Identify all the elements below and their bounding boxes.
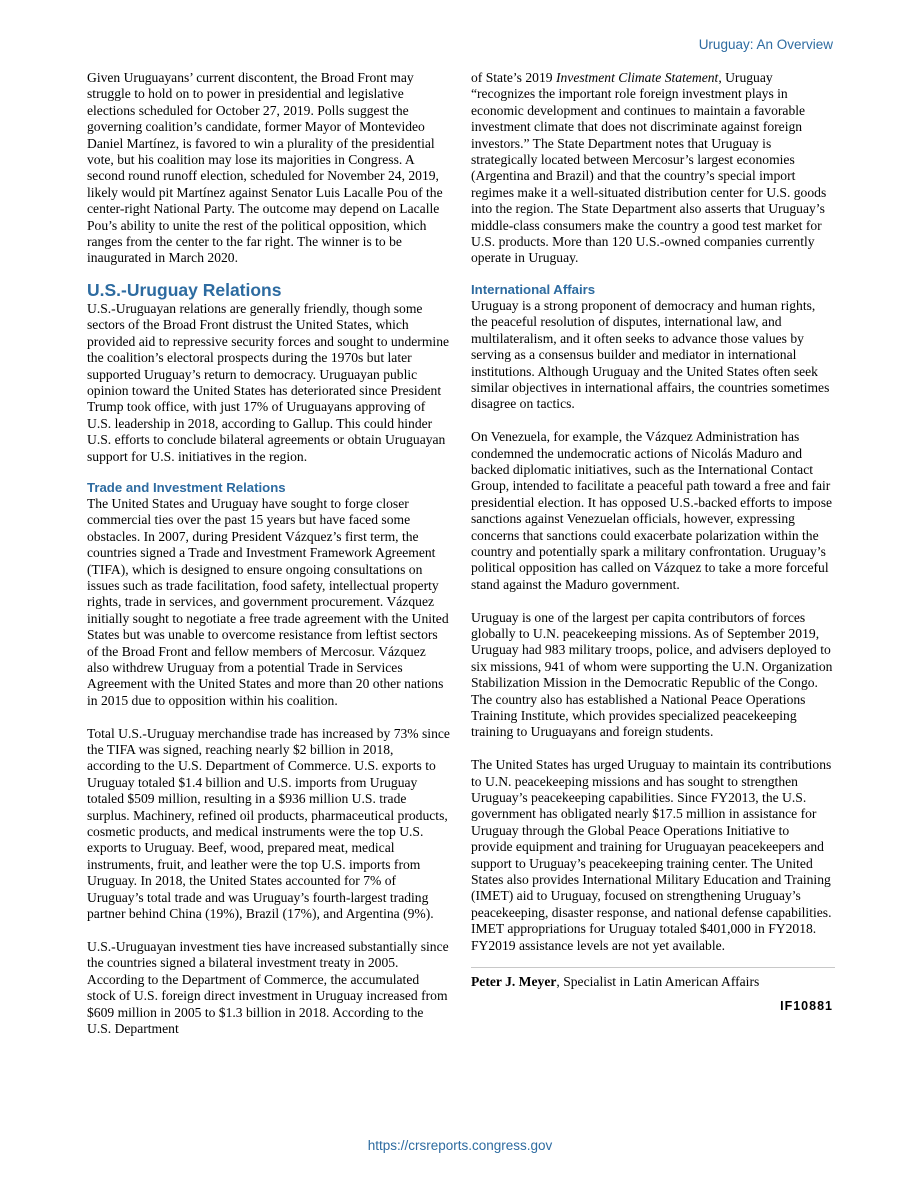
- trade-paragraph-2: Total U.S.-Uruguay merchandise trade has increased by 73% since the TIFA was signed, reaching nearly $2 billion in 2018, according to the U.S. Department of Commerce. U.S. exports to Uruguay totaled $1.4 billion and U.S. imports from Uruguay totaled $509 million, resulting in a $936 million U.S. trade surplus. Machinery, refined oil products, pharmaceutical products, cosmetic products, and medical instruments were the top U.S. exports to Uruguay. Beef, wood, prepared meat, medical instruments, fruit, and leather were the top U.S. imports from Uruguay. In 2018, the United States accounted for 7% of Uruguay’s total trade and was Uruguay’s fourth-largest trading partner behind China (19%), Brazil (17%), and Argentina (9%).: [87, 725, 450, 922]
- investment-continued-text: , Uruguay “recognizes the important role foreign investment plays in economic development and continues to maintain a favorable investment climate that does not discriminate against foreign investors.” The State Department notes that Uruguay is strategically located between Mercosur’s largest economies (Argentina and Brazil) and that the country’s special import regimes make it a well-situated distribution center for U.S. goods into the region. The State Department also asserts that Uruguay’s middle-class consumers make the country a good test market for U.S. products. More than 120 U.S.-owned companies currently operate in Uruguay.: [471, 70, 827, 266]
- relations-paragraph: U.S.-Uruguayan relations are generally friendly, though some sectors of the Broad Front distrust the United States, which provided aid to repressive security forces and sought to undermine the coalition’s electoral prospects during the 1970s but later supported Uruguay’s return to democracy. Uruguayan public opinion toward the United States has deteriorated since President Trump took office, with just 17% of Uruguayans approving of U.S. leadership in 2018, according to Gallup. This could hinder U.S. efforts to conclude bilateral agreements or obtain Uruguayan support for U.S. initiatives in the region.: [87, 300, 450, 464]
- author-line: [471, 974, 833, 990]
- investment-climate-paragraph: [471, 70, 833, 267]
- running-header-title: Uruguay: An Overview: [698, 37, 833, 52]
- right-column: [471, 70, 833, 1013]
- subsection-heading-international: International Affairs: [471, 281, 596, 297]
- footer-url-link[interactable]: https://crsreports.congress.gov: [367, 1138, 553, 1153]
- investment-climate-title: Investment Climate Statement: [555, 70, 719, 85]
- investment-continued-prefix: of State’s 2019: [471, 70, 556, 85]
- international-paragraph-3: Uruguay is one of the largest per capita contributors of forces globally to U.N. peacekeeping missions. As of September 2019, Uruguay had 983 military troops, police, and advisers deployed to six missions, 941 of whom were supporting the U.N. Organization Stabilization Mission in the Democratic Republic of the Congo. The country also has established a National Peace Operations Training Institute, which provides specialized peacekeeping training to Uruguayans and foreign students.: [471, 609, 833, 740]
- international-paragraph-2: On Venezuela, for example, the Vázquez Administration has condemned the undemocratic actions of Nicolás Maduro and backed diplomatic initiatives, such as the International Contact Group, intended to facilitate a peaceful path toward a free and fair presidential election. It has opposed U.S.-backed efforts to impose sanctions against Venezuelan officials, however, expressing concerns that sanctions could exacerbate polarization within the country and potentially spark a military confrontation. Uruguay’s political opposition has called on Vázquez to take a more forceful stand against the Maduro government.: [471, 429, 833, 592]
- trade-paragraph-3: U.S.-Uruguayan investment ties have increased substantially since the countries signed a bilateral investment treaty in 2005. According to the Department of Commerce, the accumulated stock of U.S. foreign direct investment in Uruguay increased from $609 million in 2005 to $1.3 billion in 2018. According to the U.S. Department: [87, 938, 449, 1036]
- section-heading-relations: U.S.-Uruguay Relations: [87, 279, 282, 300]
- international-paragraph-1: Uruguay is a strong proponent of democracy and human rights, the peaceful resolution of disputes, international law, and multilateralism, and it often seeks to advance those values by serving as a consensus builder and mediator in international institutions. Although Uruguay and the United States often seek similar objectives in international affairs, the countries sometimes disagree on tactics.: [471, 297, 830, 412]
- left-column: [87, 70, 450, 1037]
- author-name: Peter J. Meyer: [471, 974, 557, 990]
- subsection-heading-trade: Trade and Investment Relations: [87, 479, 286, 495]
- report-code: IF10881: [780, 999, 833, 1014]
- author-title: , Specialist in Latin American Affairs: [556, 974, 760, 990]
- election-paragraph: Given Uruguayans’ current discontent, the Broad Front may struggle to hold on to power in presidential and legislative elections scheduled for October 27, 2019. Polls suggest the governing coalition’s candidate, former Mayor of Montevideo Daniel Martínez, is favored to win a plurality of the presidential vote, but his coalition may lose its majorities in Congress. A second round runoff election, scheduled for November 24, 2019, likely would pit Martínez against Senator Luis Lacalle Pou of the center-right National Party. The outcome may depend on Lacalle Pou’s ability to unite the rest of the political opposition, which ranges from the center to the far right. The winner is to be inaugurated in March 2020.: [87, 70, 443, 266]
- international-paragraph-4: The United States has urged Uruguay to maintain its contributions to U.N. peacekeeping missions and has sought to strengthen Uruguay’s peacekeeping capabilities. Since FY2013, the U.S. government has obligated nearly $17.5 million in assistance for Uruguay through the Global Peace Operations Initiative to provide equipment and training for Uruguayan peacekeepers and support to Uruguay’s peacekeeping training center. The United States also provides International Military Education and Training (IMET) aid to Uruguay, focused on strengthening Uruguay’s peacekeeping, disaster response, and national defense capabilities. IMET appropriations for Uruguay totaled $401,000 in FY2018. FY2019 assistance levels are not yet available.: [471, 757, 832, 953]
- trade-paragraph-1: The United States and Uruguay have sought to forge closer commercial ties over the past 15 years but have faced some obstacles. In 2007, during President Vázquez’s first term, the countries signed a Trade and Investment Framework Agreement (TIFA), which is designed to ensure ongoing consultations on issues such as trade facilitation, food safety, intellectual property rights, trade in services, and government procurement. Vázquez initially sought to negotiate a free trade agreement with the United States but was unable to overcome resistance from leftist sectors of the Broad Front and fellow members of Mercosur. Vázquez also withdrew Uruguay from a potential Trade in Services Agreement with the United States and more than 20 other nations in 2015 due to opposition within his coalition.: [87, 495, 449, 708]
- author-divider: [471, 967, 835, 968]
